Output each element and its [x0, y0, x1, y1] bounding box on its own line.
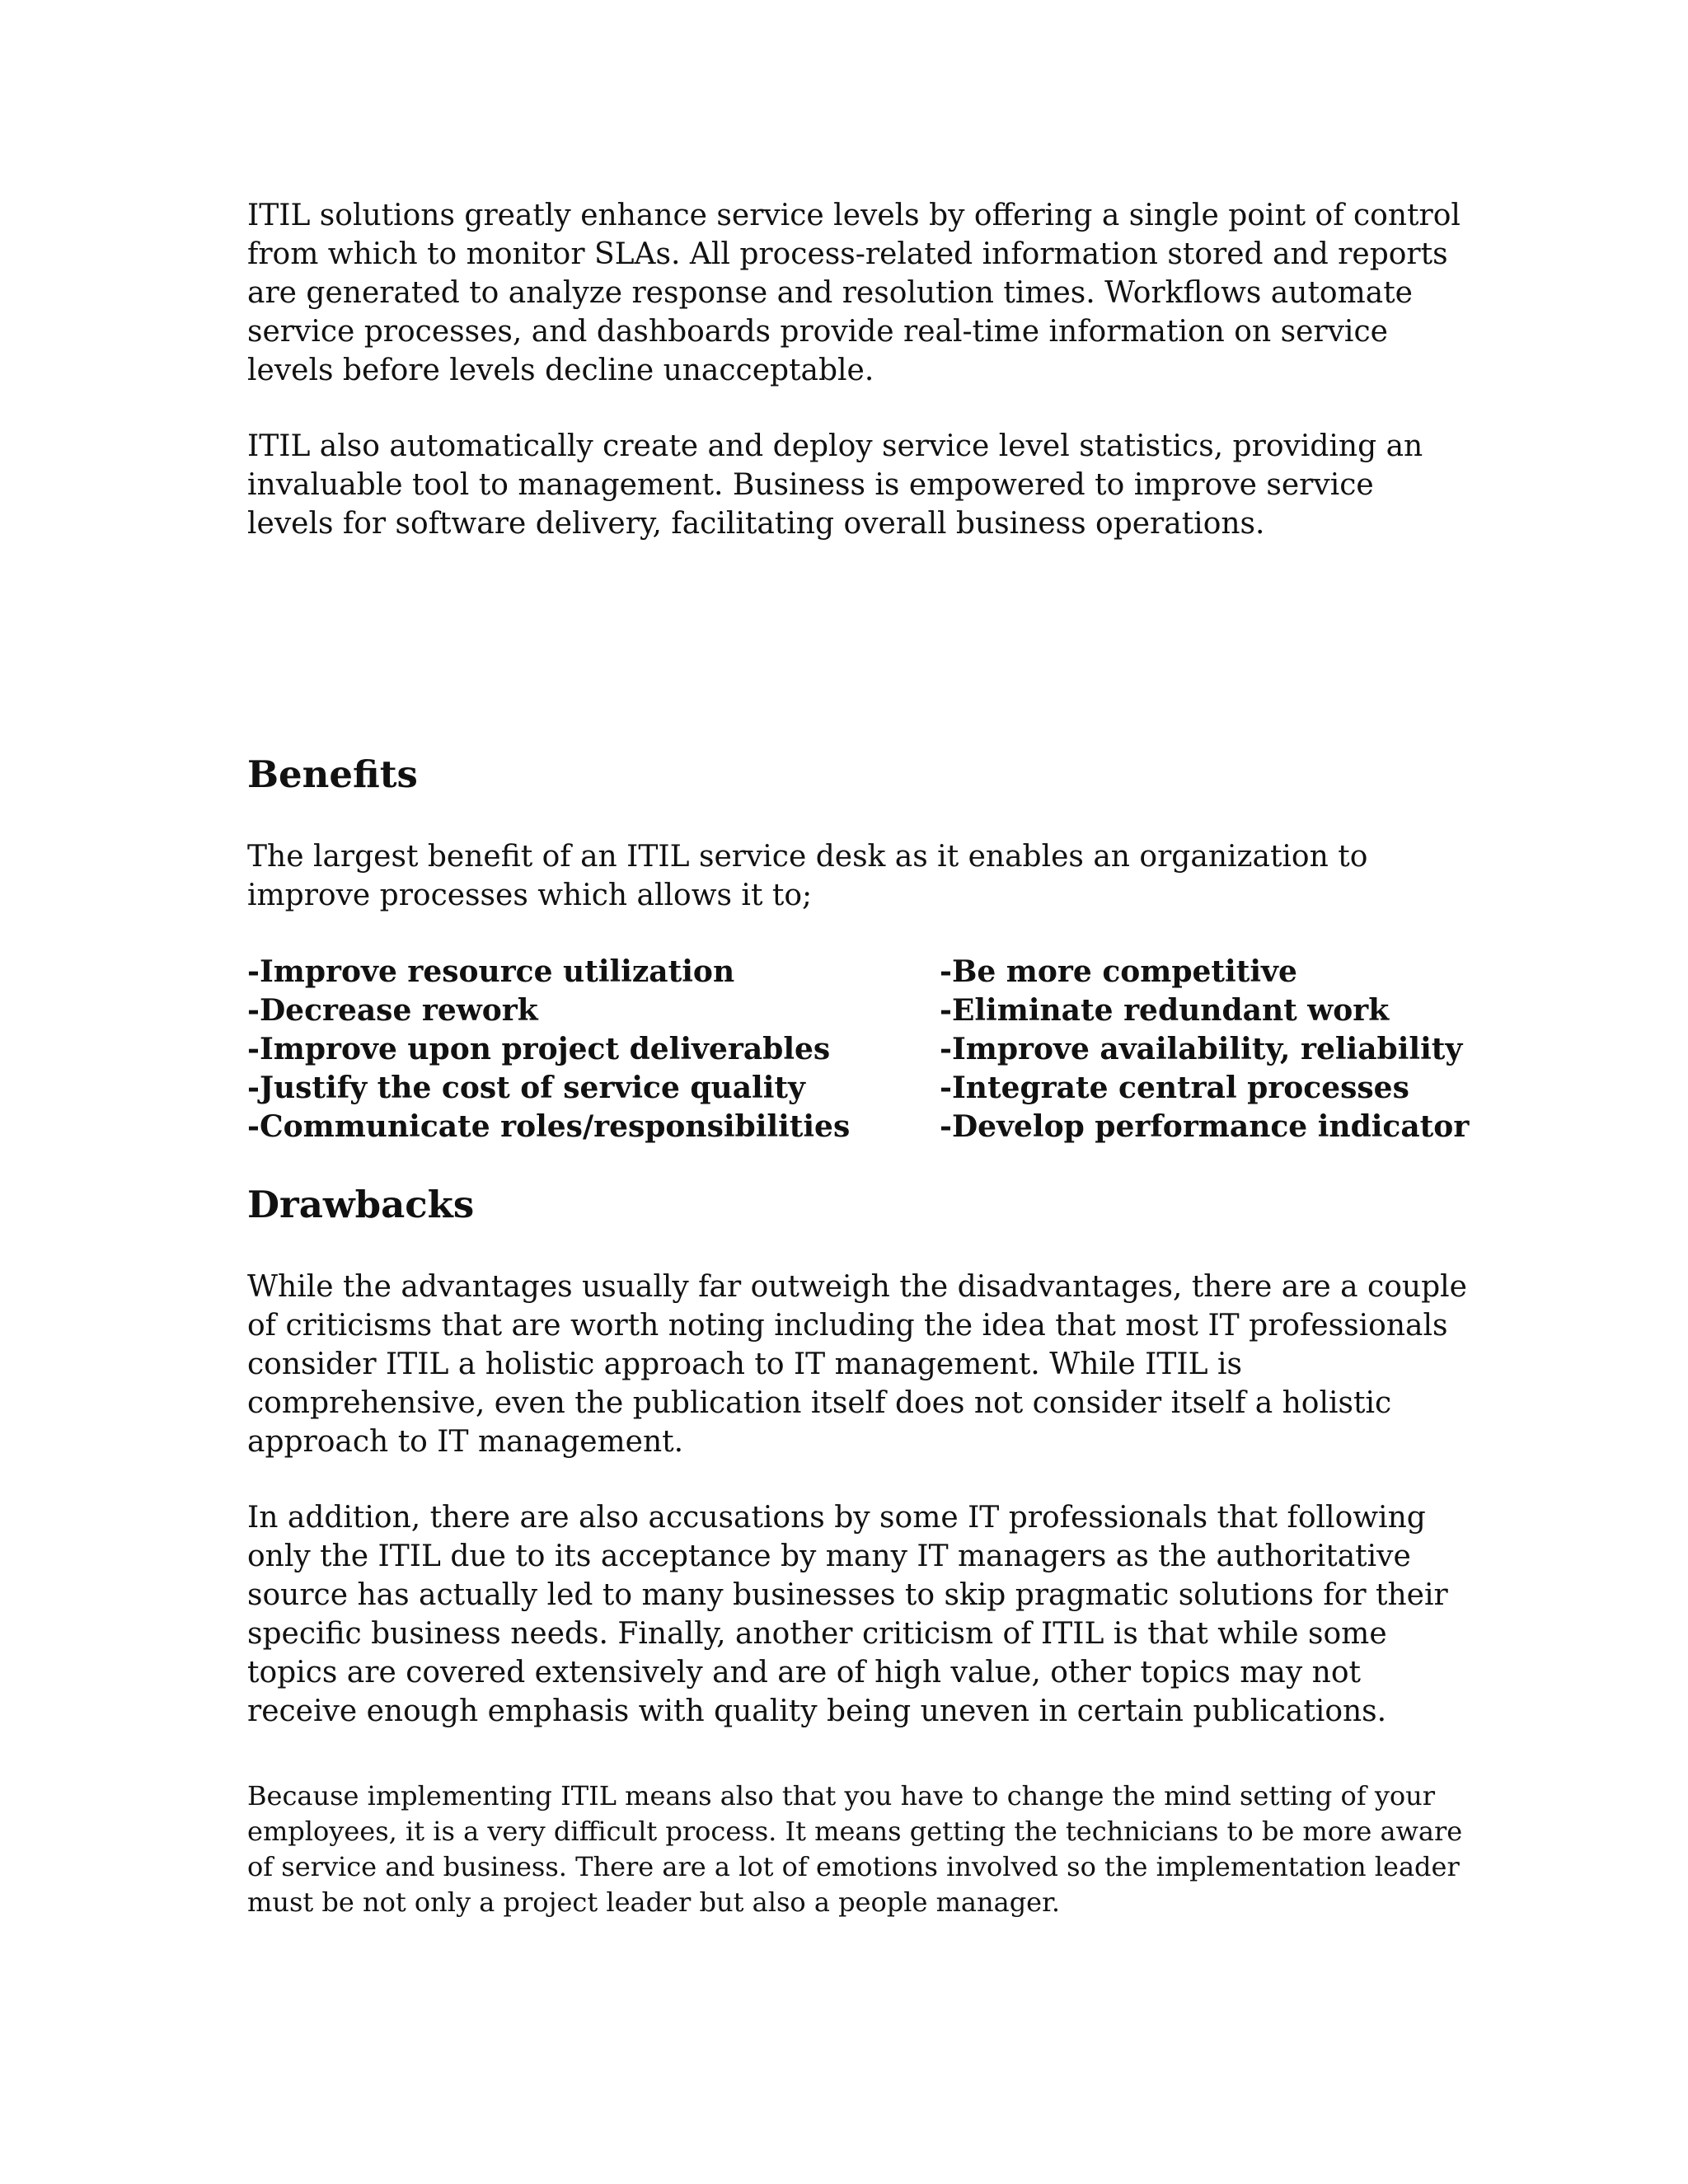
- benefit-item: -Be more competitive: [940, 954, 1297, 989]
- benefits-list-right: [940, 953, 1469, 1146]
- benefit-item: -Eliminate redundant work: [940, 993, 1390, 1028]
- benefit-item: -Improve resource utilization: [247, 954, 735, 989]
- benefit-item: -Communicate roles/responsibilities: [247, 1109, 851, 1144]
- drawbacks-heading: Drawbacks: [247, 1183, 475, 1226]
- benefits-list-left: [247, 953, 850, 1146]
- benefits-intro: The largest benefit of an ITIL service desk as it enables an organization to improve processes which allows it to;: [247, 840, 1368, 912]
- benefit-item: -Improve availability, reliability: [940, 1032, 1463, 1066]
- benefit-item: -Develop performance indicator: [940, 1109, 1470, 1144]
- benefit-item: -Justify the cost of service quality: [247, 1071, 805, 1105]
- drawbacks-paragraph-2: In addition, there are also accusations by some IT professionals that following only the ITIL due to its acceptance by many IT managers as the authoritative source has actually led to many businesses to skip pragmatic solutions for their specific business needs. Finally, another criticism of ITIL is that while some topics are covered extensively and are of high value, other topics may not receive enough emphasis with quality being uneven in certain publications.: [247, 1501, 1448, 1728]
- benefit-item: -Decrease rework: [247, 993, 538, 1028]
- benefits-heading: Benefits: [247, 752, 418, 796]
- drawbacks-paragraph-1: While the advantages usually far outweigh the disadvantages, there are a couple of criticisms that are worth noting including the idea that most IT professionals consider ITIL a holistic approach to IT management. While ITIL is comprehensive, even the publication itself does not consider itself a holistic approach to IT management.: [247, 1270, 1467, 1459]
- intro-paragraph-2: ITIL also automatically create and deploy service level statistics, providing an invaluable tool to management. Business is empowered to improve service levels for software delivery, facilitating overall business operations.: [247, 429, 1423, 541]
- intro-paragraph-1: ITIL solutions greatly enhance service levels by offering a single point of control from which to monitor SLAs. All process-related information stored and reports are generated to analyze response and resolution times. Workflows automate service processes, and dashboards provide real-time information on service levels before levels decline unacceptable.: [247, 199, 1461, 387]
- benefit-item: -Integrate central processes: [940, 1071, 1409, 1105]
- drawbacks-paragraph-3: Because implementing ITIL means also that you have to change the mind setting of your employees, it is a very difficult process. It means getting the technicians to be more aware of service and business. There are a lot of emotions involved so the implementation leader must be not only a project leader but also a people manager.: [247, 1780, 1463, 1918]
- benefit-item: -Improve upon project deliverables: [247, 1032, 831, 1066]
